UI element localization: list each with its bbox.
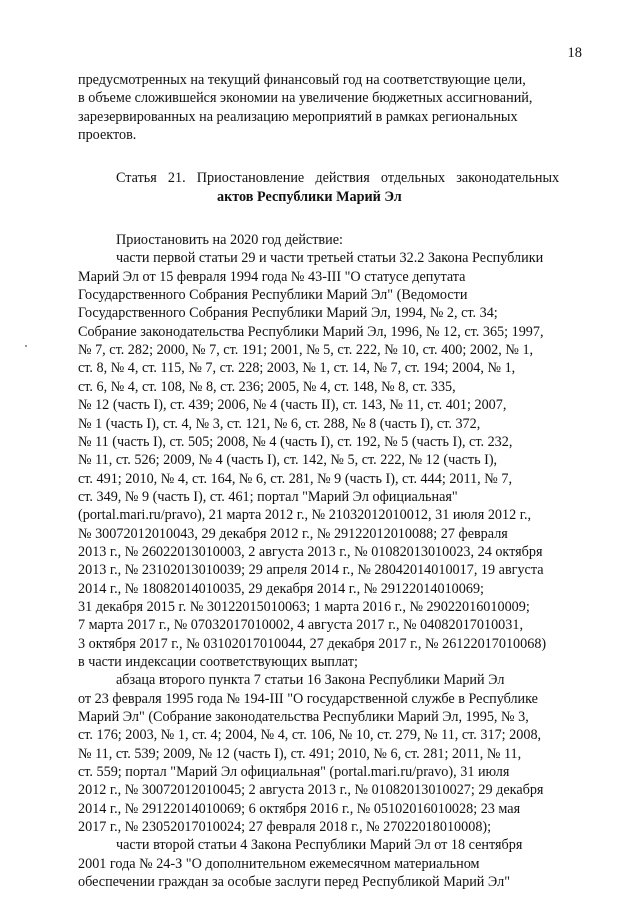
text-line: в части индексации соответствующих выплат; bbox=[78, 653, 358, 670]
text-line: зарезервированных на реализацию мероприятий в рамках региональных bbox=[78, 108, 518, 125]
suspension-item-2 bbox=[78, 671, 582, 836]
text-line: Государственного Собрания Республики Марий Эл, 1994, № 2, ст. 34; bbox=[78, 305, 498, 322]
text-line: (portal.mari.ru/pravo), 21 марта 2012 г., № 21032012010012, 31 июля 2012 г., bbox=[78, 507, 532, 524]
intro-paragraph bbox=[78, 71, 582, 144]
text-line: 2014 г., № 18082014010035, 29 декабря 2014 г., № 29122014010069; bbox=[78, 580, 484, 597]
text-line: в объеме сложившейся экономии на увеличение бюджетных ассигнований, bbox=[78, 90, 533, 107]
suspension-item-3 bbox=[78, 836, 582, 891]
suspension-item-1 bbox=[78, 249, 582, 671]
text-line: 2017 г., № 23052017010024; 27 февраля 2018 г., № 27022018010008); bbox=[78, 819, 492, 836]
text-line: 7 марта 2017 г., № 07032017010002, 4 августа 2017 г., № 04082017010031, bbox=[78, 617, 523, 634]
text-line: 2013 г., № 26022013010003, 2 августа 2013 г., № 01082013010023, 24 октября bbox=[78, 543, 543, 560]
text-line: № 11 (часть I), ст. 505; 2008, № 4 (часть I), ст. 192, № 5 (часть I), ст. 232, bbox=[78, 433, 513, 450]
text-line: от 23 февраля 1995 года № 194-III "О государственной службе в Республике bbox=[78, 690, 538, 707]
text-line: абзаца второго пункта 7 статьи 16 Закона Республики Марий Эл bbox=[116, 672, 505, 689]
article-heading-line: Статья 21. Приостановление действия отдельных законодательных bbox=[116, 170, 560, 187]
text-line: 3 октября 2017 г., № 03102017010044, 27 декабря 2017 г., № 26122017010068) bbox=[78, 635, 547, 652]
text-line: 2013 г., № 23102013010039; 29 апреля 2014 г., № 28042014010017, 19 августа bbox=[78, 562, 544, 579]
text-line: № 11, ст. 539; 2009, № 12 (часть I), ст. 491; 2010, № 6, ст. 281; 2011, № 11, bbox=[78, 745, 522, 762]
text-line: 31 декабря 2015 г. № 30122015010063; 1 марта 2016 г., № 29022016010009; bbox=[78, 598, 530, 615]
text-line: проектов. bbox=[78, 127, 137, 144]
text-line: Марий Эл от 15 февраля 1994 года № 43-III "О статусе депутата bbox=[78, 268, 466, 285]
text-line: 2012 г., № 30072012010045; 2 августа 2013 г., № 01082013010027; 29 декабря bbox=[78, 782, 544, 799]
text-line: Собрание законодательства Республики Марий Эл, 1996, № 12, ст. 365; 1997, bbox=[78, 323, 544, 340]
text-line: № 7, ст. 282; 2000, № 7, ст. 191; 2001, № 5, ст. 222, № 10, ст. 400; 2002, № 1, bbox=[78, 342, 534, 359]
text-line: 2001 года № 24-З "О дополнительном ежемесячном материальном bbox=[78, 855, 480, 872]
article-heading bbox=[78, 169, 582, 206]
text-line: ст. 8, № 4, ст. 115, № 7, ст. 228; 2003, № 1, ст. 14, № 7, ст. 194; 2004, № 1, bbox=[78, 360, 516, 377]
text-line: № 1 (часть I), ст. 4, № 3, ст. 121, № 6, ст. 288, № 8 (часть I), ст. 372, bbox=[78, 415, 481, 432]
text-line: обеспечении граждан за особые заслуги перед Республикой Марий Эл" bbox=[78, 874, 510, 891]
text-line: ст. 6, № 4, ст. 108, № 8, ст. 236; 2005, № 4, ст. 148, № 8, ст. 335, bbox=[78, 378, 456, 395]
suspend-intro: Приостановить на 2020 год действие: bbox=[116, 232, 343, 249]
text-line: Марий Эл" (Собрание законодательства Республики Марий Эл, 1995, № 3, bbox=[78, 709, 529, 725]
text-line: № 30072012010043, 29 декабря 2012 г., № 29122012010088; 27 февраля bbox=[78, 525, 508, 542]
page-number: 18 bbox=[567, 45, 582, 61]
article-title-continuation: актов Республики Марий Эл bbox=[217, 188, 402, 205]
text-line: предусмотренных на текущий финансовый год на соответствующие цели, bbox=[78, 72, 526, 88]
text-line: № 12 (часть I), ст. 439; 2006, № 4 (часть II), ст. 143, № 11, ст. 401; 2007, bbox=[78, 397, 507, 414]
text-line: ст. 559; портал "Марий Эл официальная" (portal.mari.ru/pravo), 31 июля bbox=[78, 764, 510, 781]
text-line: части второй статьи 4 Закона Республики Марий Эл от 18 сентября bbox=[116, 837, 523, 854]
text-line: Государственного Собрания Республики Марий Эл" (Ведомости bbox=[78, 287, 468, 304]
text-line: ст. 349, № 9 (часть I), ст. 461; портал "Марий Эл официальная" bbox=[78, 488, 458, 505]
text-line: ст. 491; 2010, № 4, ст. 164, № 6, ст. 281, № 9 (часть I), ст. 444; 2011, № 7, bbox=[78, 470, 512, 487]
text-line: ст. 176; 2003, № 1, ст. 4; 2004, № 4, ст. 106, № 10, ст. 279, № 11, ст. 317; 2008, bbox=[78, 727, 542, 744]
margin-dot bbox=[25, 345, 27, 347]
text-line: 2014 г., № 29122014010069; 6 октября 2016 г., № 05102016010028; 23 мая bbox=[78, 800, 521, 817]
document-body bbox=[78, 71, 582, 891]
text-line: части первой статьи 29 и части третьей статьи 32.2 Закона Республики bbox=[116, 250, 544, 267]
text-line: № 11, ст. 526; 2009, № 4 (часть I), ст. 142, № 5, ст. 222, № 12 (часть I), bbox=[78, 452, 498, 469]
